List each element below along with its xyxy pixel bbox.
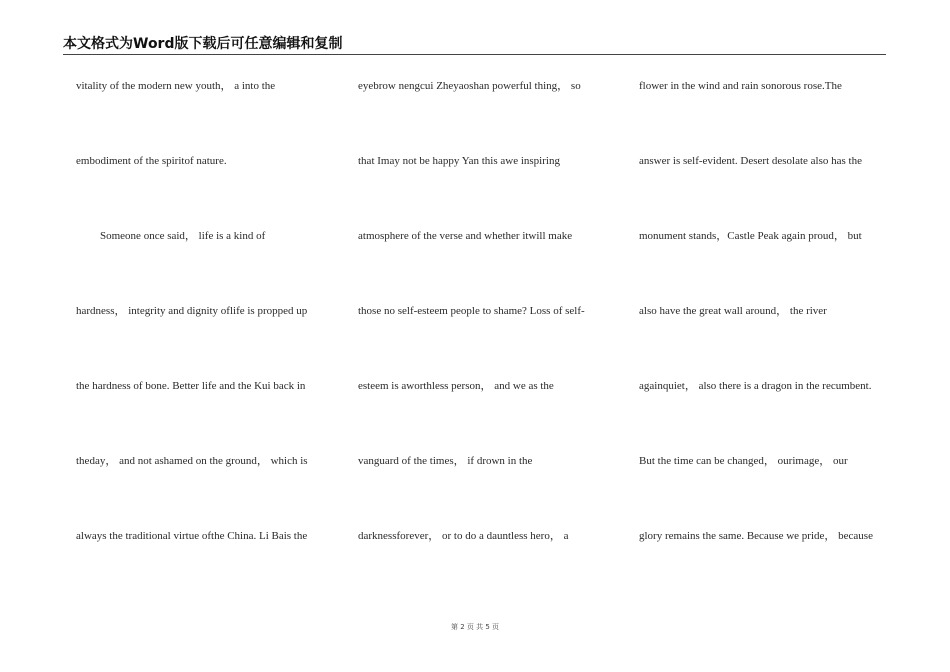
text-line: vitality of the modern new youth， a into the: [76, 80, 276, 92]
text-line-paragraph-start: Someone once said， life is a kind of: [100, 230, 266, 242]
text-line: flower in the wind and rain sonorous rose.The: [639, 80, 842, 92]
text-line: that Imay not be happy Yan this awe inspiring: [358, 155, 560, 167]
text-line: embodiment of the spiritof nature.: [76, 155, 227, 167]
text-line: the hardness of bone. Better life and the Kui back in: [76, 380, 306, 392]
text-column-1: [76, 0, 336, 600]
text-column-2: [358, 0, 618, 600]
text-line: answer is self-evident. Desert desolate also has the: [639, 155, 862, 167]
page-number: 第 2 页 共 5 页: [450, 623, 500, 631]
text-line: always the traditional virtue ofthe China. Li Bais the: [76, 530, 308, 542]
text-line: againquiet， also there is a dragon in the recumbent.: [639, 380, 872, 392]
text-line: glory remains the same. Because we pride， because: [639, 530, 873, 542]
text-line: monument stands，Castle Peak again proud， but: [639, 230, 862, 242]
text-line: theday， and not ashamed on the ground， which is: [76, 455, 308, 467]
text-line: esteem is aworthless person， and we as the: [358, 380, 554, 392]
text-line: hardness， integrity and dignity oflife is propped up: [76, 305, 308, 317]
text-column-3: [639, 0, 899, 600]
document-title: 本文格式为Word版下载后可任意编辑和复制: [63, 36, 343, 52]
text-line: vanguard of the times， if drown in the: [358, 455, 533, 467]
text-line: also have the great wall around， the river: [639, 305, 827, 317]
text-line: atmosphere of the verse and whether itwill make: [358, 230, 573, 242]
text-line: darknessforever， or to do a dauntless hero， a: [358, 530, 569, 542]
text-line: But the time can be changed， ourimage， our: [639, 455, 848, 467]
text-line: eyebrow nengcui Zheyaoshan powerful thing， so: [358, 80, 581, 92]
text-line: those no self-esteem people to shame? Loss of self-: [358, 305, 585, 317]
